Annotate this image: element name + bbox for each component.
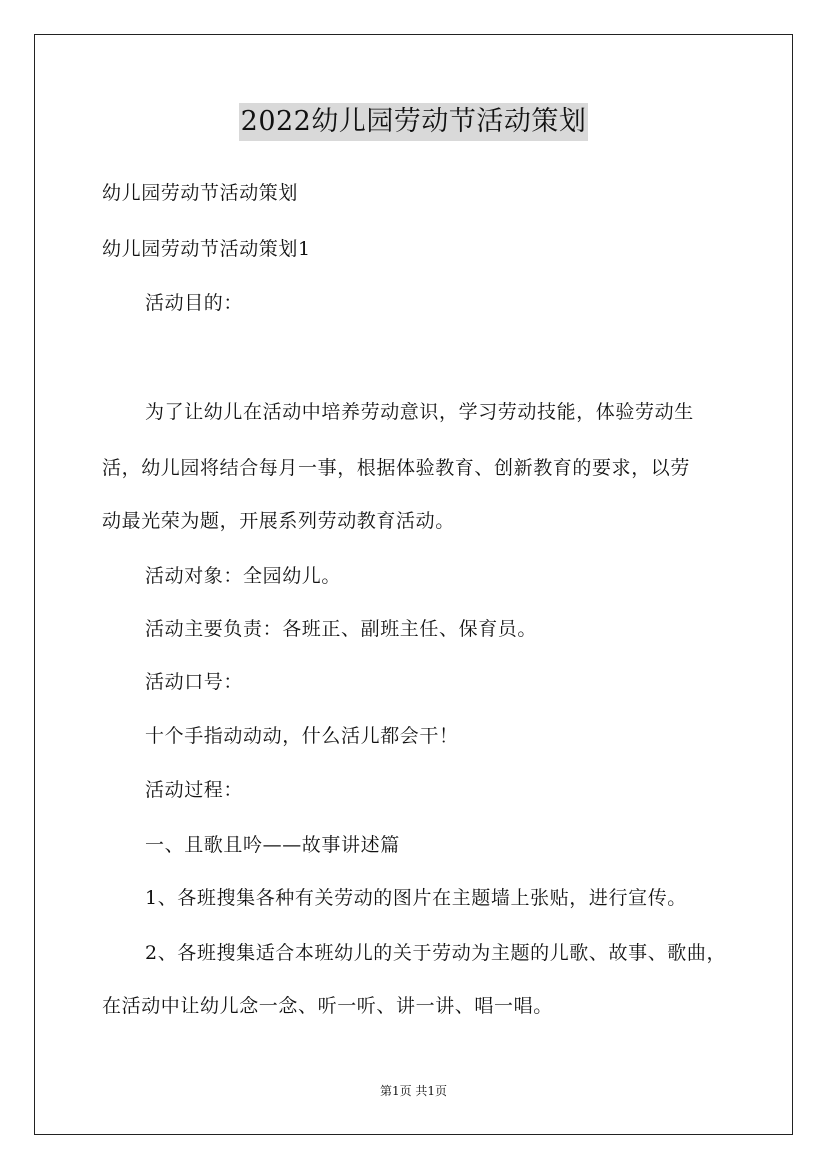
paragraph-line: 1、各班搜集各种有关劳动的图片在主题墙上张贴，进行宣传。 (145, 887, 687, 909)
paragraph-line: 在活动中让幼儿念一念、听一听、讲一讲、唱一唱。 (102, 995, 553, 1017)
paragraph-line: 2、各班搜集适合本班幼儿的关于劳动为主题的儿歌、故事、歌曲， (145, 942, 727, 964)
paragraph-line: 活动口号： (145, 671, 244, 693)
document-title: 2022幼儿园劳动节活动策划 (239, 103, 589, 141)
paragraph-line: 活动主要负责：各班正、副班主任、保育员。 (145, 618, 538, 640)
paragraph-line: 为了让幼儿在活动中培养劳动意识，学习劳动技能，体验劳动生 (145, 401, 694, 423)
page-footer: 第1页 共1页 (379, 1084, 448, 1098)
paragraph-line: 一、且歌且吟——故事讲述篇 (145, 834, 400, 856)
paragraph-line: 活动过程： (145, 779, 244, 801)
paragraph-line: 活动对象：全园幼儿。 (145, 565, 342, 587)
paragraph-line: 活动目的： (145, 292, 244, 314)
paragraph-line: 幼儿园劳动节活动策划1 (102, 238, 311, 260)
paragraph-line: 幼儿园劳动节活动策划 (102, 182, 299, 204)
title-container (0, 103, 827, 141)
paragraph-line: 十个手指动动动，什么活儿都会干！ (145, 725, 459, 747)
paragraph-line: 活，幼儿园将结合每月一事，根据体验教育、创新教育的要求，以劳 (102, 457, 691, 479)
paragraph-line: 动最光荣为题，开展系列劳动教育活动。 (102, 510, 455, 532)
